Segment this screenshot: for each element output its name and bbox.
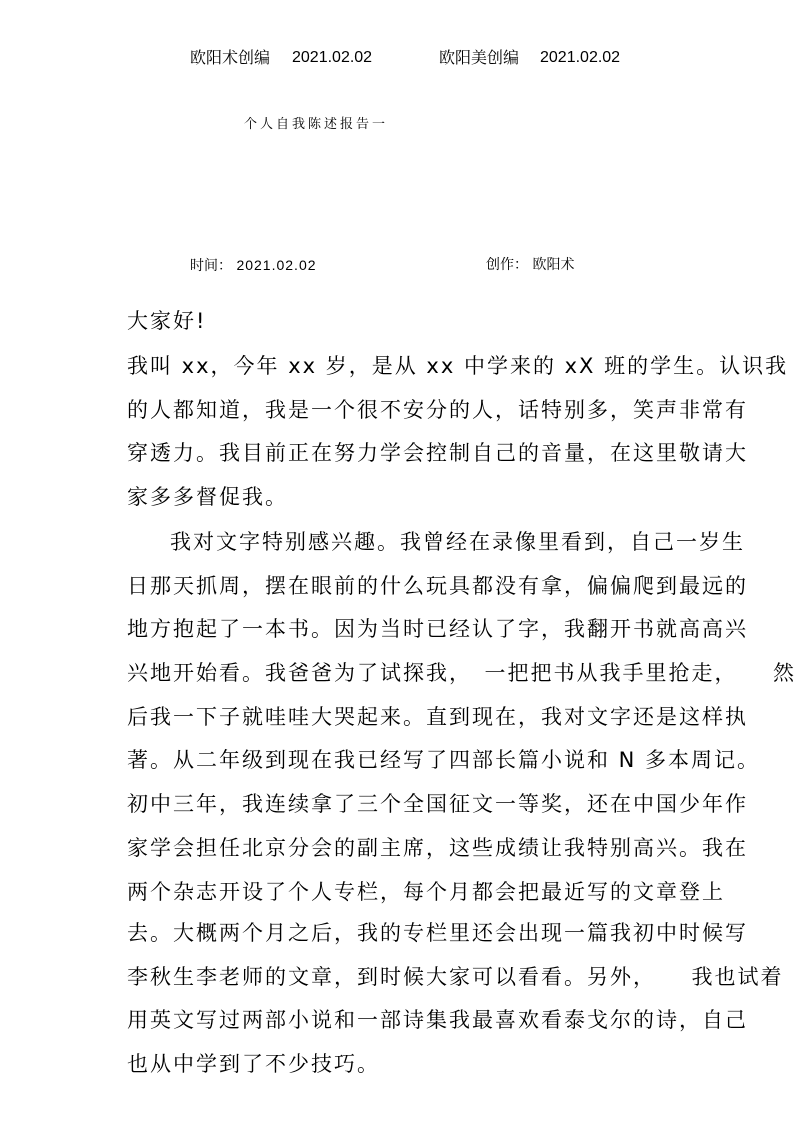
paragraph-line: 兴地开始看。我爸爸为了试探我， 一把把书从我手里抢走， 然 bbox=[127, 661, 796, 686]
paragraph-line: 日那天抓周，摆在眼前的什么玩具都没有拿，偏偏爬到最远的 bbox=[127, 573, 748, 598]
paragraph-line: 的人都知道，我是一个很不安分的人，话特别多，笑声非常有 bbox=[127, 397, 748, 422]
paragraph-line: 穿透力。我目前正在努力学会控制自己的音量，在这里敬请大 bbox=[127, 441, 748, 466]
paragraph-line: 地方抱起了一本书。因为当时已经认了字，我翻开书就高高兴 bbox=[127, 617, 748, 642]
paragraph-line: 我叫 xx，今年 xx 岁，是从 xx 中学来的 xX 班的学生。认识我 bbox=[127, 354, 789, 378]
paragraph-line: 家多多督促我。 bbox=[127, 485, 288, 510]
paragraph-line: 家学会担任北京分会的副主席，这些成绩让我特别高兴。我在 bbox=[127, 835, 748, 860]
header-right-author: 欧阳美创编 bbox=[439, 48, 520, 67]
paragraph-line: 李秋生李老师的文章，到时候大家可以看看。另外， 我也试着 bbox=[127, 964, 784, 989]
paragraph-3 bbox=[127, 912, 784, 1087]
time-value: 2021.02.02 bbox=[236, 257, 317, 273]
greeting bbox=[127, 300, 687, 344]
paragraph-line: 我对文字特别感兴趣。我曾经在录像里看到，自己一岁生 bbox=[170, 530, 745, 554]
paragraph-line: 后我一下子就哇哇大哭起来。直到现在，我对文字还是这样执 bbox=[127, 704, 748, 729]
time-meta bbox=[190, 255, 317, 276]
paragraph-line: 初中三年，我连续拿了三个全国征文一等奖，还在中国少年作 bbox=[127, 792, 748, 817]
document-title: 个人自我陈述报告一 bbox=[244, 117, 389, 132]
header-right-date: 2021.02.02 bbox=[540, 49, 621, 66]
greeting-line: 大家好! bbox=[127, 309, 207, 333]
paragraph-line: 著。从二年级到现在我已经写了四部长篇小说和 N 多本周记。 bbox=[127, 748, 761, 773]
creator-label: 创作： bbox=[486, 257, 528, 273]
creator-meta bbox=[486, 255, 574, 275]
paragraph-line: 两个杂志开设了个人专栏，每个月都会把最近写的文章登上 bbox=[127, 879, 725, 904]
paragraph-1 bbox=[127, 345, 789, 520]
paragraph-2 bbox=[127, 521, 796, 914]
time-label: 时间： bbox=[190, 258, 232, 274]
paragraph-line: 用英文写过两部小说和一部诗集我最喜欢看泰戈尔的诗，自己 bbox=[127, 1008, 748, 1033]
paragraph-line: 去。大概两个月之后，我的专栏里还会出现一篇我初中时候写 bbox=[127, 921, 748, 945]
header-left-author: 欧阳术创编 bbox=[190, 48, 271, 67]
header-left-date: 2021.02.02 bbox=[292, 49, 373, 66]
paragraph-line: 也从中学到了不少技巧。 bbox=[127, 1052, 380, 1077]
creator-value: 欧阳术 bbox=[532, 257, 575, 273]
